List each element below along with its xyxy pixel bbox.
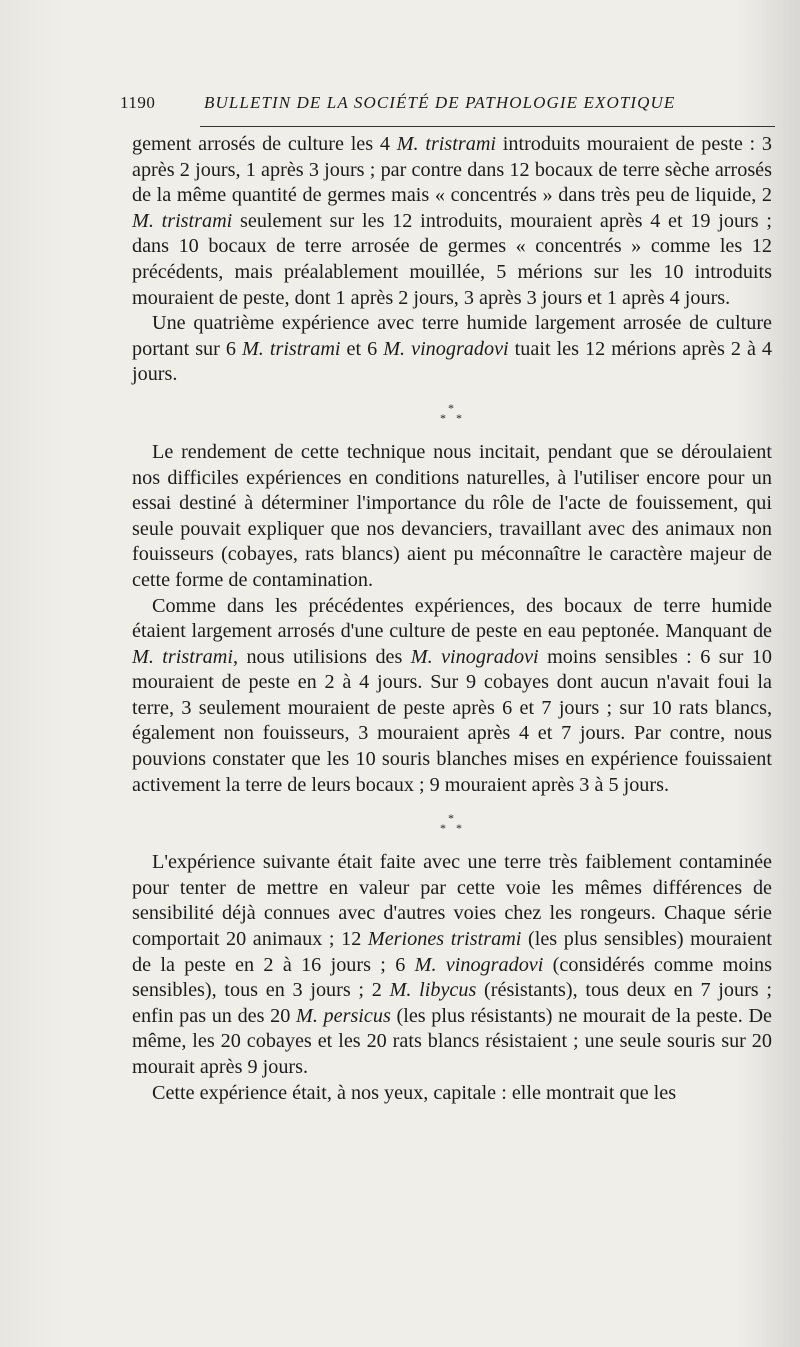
section-separator	[132, 388, 772, 440]
paragraph-3: Le rendement de cette technique nous incitait, pendant que se déroulaient nos difficiles expériences en conditions naturelles, à l'utiliser encore pour un essai destiné à déterminer l'importance du rôle de l'acte de fouissement, qui seule pouvait expliquer que nos devanciers, travaillant avec des animaux non fouisseurs (cobayes, rats blancs) aient pu méconnaître le caractère majeur de cette forme de contamination.	[132, 440, 772, 591]
paragraph-1: gement arrosés de culture les 4 M. tristrami introduits mouraient de peste : 3 après 2 jours, 1 après 3 jours ; par contre dans 12 bocaux de terre sèche arrosés de la même quantité de germes mais « concentrés » dans très peu de liquide, 2 M. tristrami seulement sur les 12 introduits, mouraient après 4 et 19 jours ; dans 10 bocaux de terre arrosée de germes « concentrés » comme les 12 précédents, mais préalablement mouillée, 5 mérions sur les 10 introduits mouraient de peste, dont 1 après 2 jours, 3 après 3 jours et 1 après 4 jours.	[132, 133, 772, 309]
asterisk: *	[456, 410, 462, 425]
paragraph-6: Cette expérience était, à nos yeux, capitale : elle montrait que les	[152, 1081, 677, 1104]
asterisk: *	[440, 410, 446, 425]
asterisk: *	[456, 821, 462, 836]
paragraph-4: Comme dans les précédentes expériences, des bocaux de terre humide étaient largement arrosés d'une culture de peste en eau peptonée. Manquant de M. tristrami, nous utilisions des M. vinogradovi moins sensibles : 6 sur 10 mouraient de peste en 2 à 4 jours. Sur 9 cobayes dont aucun n'avait foui la terre, 3 seulement mouraient de peste après 6 et 7 jours ; sur 10 rats blancs, également non fouisseurs, 3 mouraient après 4 et 7 jours. Par contre, nous pouvions constater que les 10 souris blanches mises en expérience fouissaient activement la terre de leurs bocaux ; 9 mouraient après 3 à 5 jours.	[132, 594, 772, 796]
asterisk: *	[440, 821, 446, 836]
page-number: 1190	[120, 93, 156, 112]
asterisk: *	[448, 400, 454, 415]
asterisk: *	[448, 811, 454, 826]
journal-title: BULLETIN DE LA SOCIÉTÉ DE PATHOLOGIE EXOTIQUE	[204, 93, 676, 112]
paragraph-2: Une quatrième expérience avec terre humide largement arrosée de culture portant sur 6 M. tristrami et 6 M. vinogradovi tuait les 12 mérions après 2 à 4 jours.	[132, 312, 773, 386]
section-separator	[132, 798, 772, 850]
paragraph-5: L'expérience suivante était faite avec une terre très faiblement contaminée pour tenter de mettre en valeur par cette voie les mêmes différences de sensibilité déjà connues avec d'autres voies chez les rongeurs. Chaque série comportait 20 animaux ; 12 Meriones tristrami (les plus sensibles) mouraient de la peste en 2 à 16 jours ; 6 M. vinogradovi (considérés comme moins sensibles), tous en 3 jours ; 2 M. libycus (résistants), tous deux en 7 jours ; enfin pas un des 20 M. persicus (les plus résistants) ne mourait de la peste. De même, les 20 cobayes et les 20 rats blancs résistaient ; une seule souris sur 20 mourait après 9 jours.	[132, 851, 773, 1078]
header-rule	[200, 126, 775, 127]
body-text	[132, 132, 772, 1106]
